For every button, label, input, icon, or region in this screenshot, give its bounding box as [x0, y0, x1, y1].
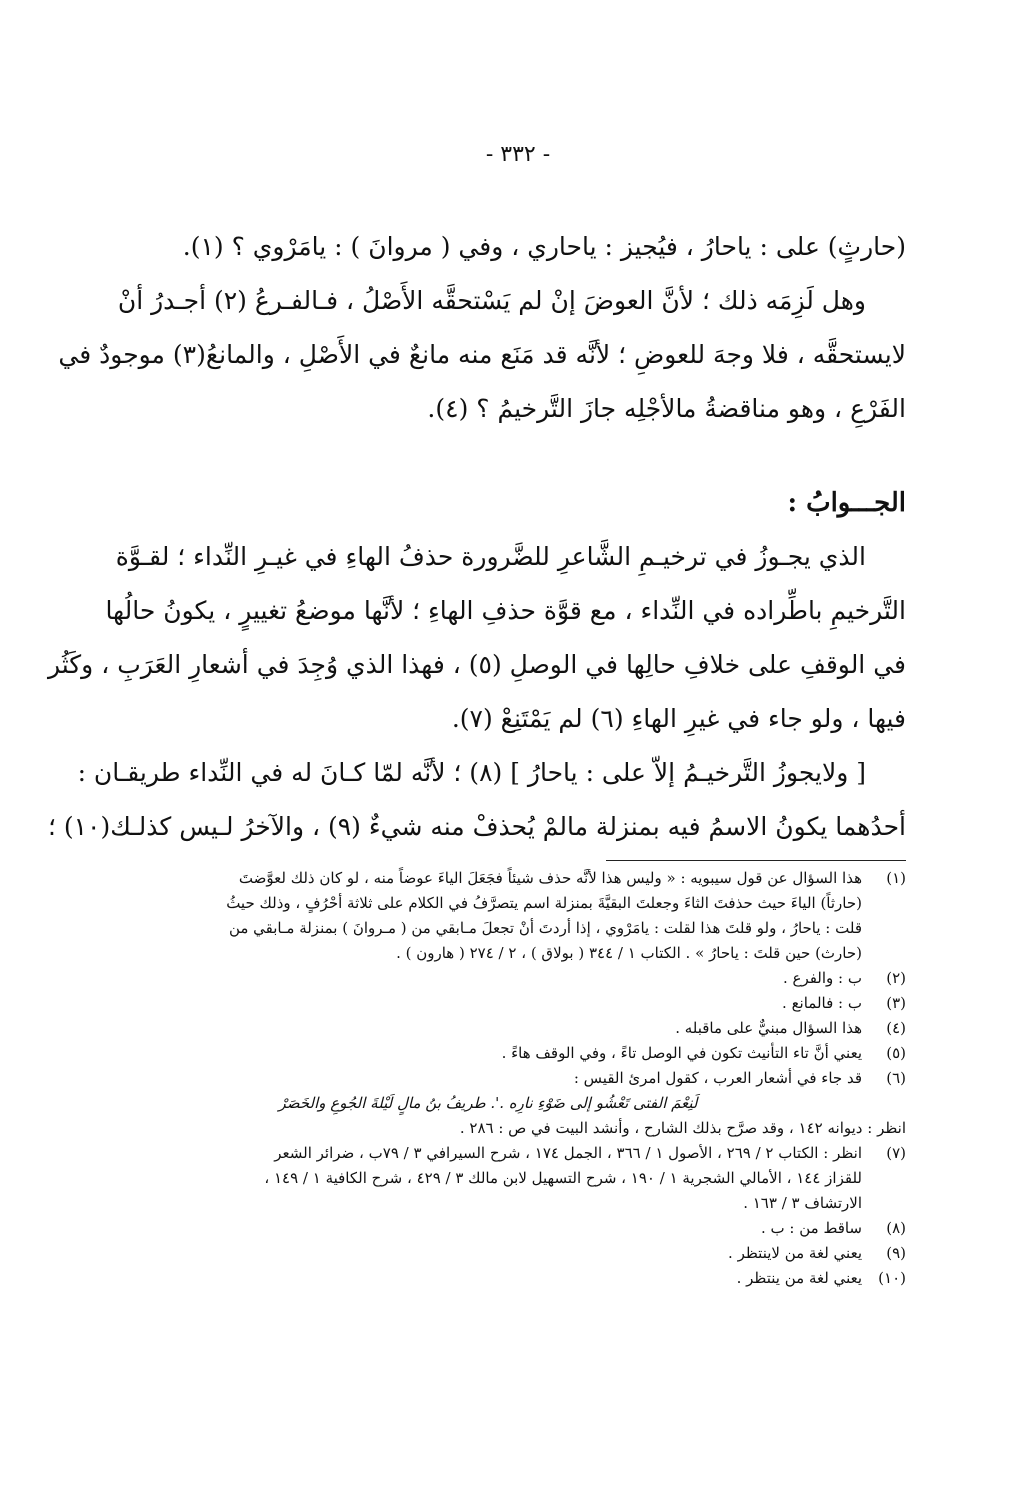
footnote-text: يعني أنَّ تاء التأنيث تكون في الوصل تاءً ، وفي الوقف هاءً .: [501, 1044, 862, 1062]
poetry-verse: لَنِعْمَ الفتى تَعْشُو إلى ضَوْءِ نارِه .'. طريفُ بنُ مالٍ لَيْلةَ الجُوعِ والخَصَرْ: [278, 1094, 698, 1112]
footnote-number: (١٠): [878, 1269, 906, 1287]
text-line: أحدُهما يكونُ الاسمُ فيه بمنزلة مالمْ يُحذفْ منه شيءٌ (٩) ، والآخرُ لـيس كذلـك(١٠) ؛: [47, 812, 906, 841]
footnote-text: يعني لغة من ينتظر .: [736, 1269, 862, 1287]
footnote-number: (٥): [886, 1044, 906, 1062]
footnote-text: الارتشاف ٣ / ١٦٣ .: [743, 1194, 862, 1212]
footnote-text: يعني لغة من لاينتظر .: [728, 1244, 862, 1262]
section-heading: الجـــوابُ :: [787, 488, 906, 518]
footnote-text: هذا السؤال عن قول سيبويه : « وليس هذا لأنَّه حذف شيئاً فجَعَلَ الياءَ عوضاً منه ، لو كان ذلك لعوَّضتَ: [238, 869, 862, 887]
footnote-number: (٤): [886, 1019, 906, 1037]
footnote-text: (حارثاً) الياءَ حيث حذفتَ الثاءَ وجعلتَ البقيَّةَ بمنزلة اسم يتصرَّفُ في الكلام على ثلاثة أحْرُفٍ ، وذلك حيثُ: [226, 894, 862, 912]
text-line: الذي يجـوزُ في ترخيـمِ الشَّاعرِ للضَّرورة حذفُ الهاءِ في غيـرِ النِّداء ؛ لقـوَّة: [115, 542, 866, 571]
footnote-text: قلت : ياحارُ ، ولو قلتَ هذا لقلت : يامَرْوي ، إذا أردتَ أنْ تجعلَ مـابقي من ( مـروانَ ) بمنزلة مـابقي من: [228, 919, 862, 937]
footnote: [130, 1041, 906, 1066]
footnote-number: (٧): [886, 1144, 906, 1162]
footnote-text: انظر : ديوانه ١٤٢ ، وقد صرَّح بذلك الشارح ، وأنشد البيت في ص : ٢٨٦ .: [459, 1119, 906, 1137]
footnote: [130, 1241, 906, 1266]
footnote: [130, 1216, 906, 1241]
footnote-number: (٣): [886, 994, 906, 1012]
footnote-text: ساقط من : ب .: [760, 1219, 862, 1237]
text-line: [ ولايجوزُ التَّرخيـمُ إلاّ على : ياحارُ ] (٨) ؛ لأنَّه لمّا كـانَ له في النِّداء طريقـان :: [77, 758, 866, 787]
footnote: [130, 991, 906, 1016]
page-number: - ٣٣٢ -: [485, 142, 551, 167]
text-line: وهل لَزِمَه ذلك ؛ لأنَّ العوضَ إنْ لم يَسْتحقَّه الأَصْلُ ، فـالفـرعُ (٢) أجـدرُ أنْ: [117, 286, 866, 315]
footnote: [130, 1266, 906, 1291]
footnote-number: (٦): [886, 1069, 906, 1087]
footnote-text: للقزاز ١٤٤ ، الأمالي الشجرية ١ / ١٩٠ ، شرح التسهيل لابن مالك ٣ / ٤٢٩ ، شرح الكافية ١ / ١٤٩ ،: [264, 1169, 862, 1187]
footnote-divider: [606, 860, 906, 861]
text-line: فيها ، ولو جاء في غيرِ الهاءِ (٦) لم يَمْتَنِعْ (٧).: [451, 704, 906, 733]
footnote-number: (١): [886, 869, 906, 887]
footnote-number: (٢): [886, 969, 906, 987]
paragraph-answer: [47, 530, 906, 854]
text-line: في الوقفِ على خلافِ حالِها في الوصلِ (٥) ، فهذا الذي وُجِدَ في أشعارِ العَرَبِ ، وكَثُر: [47, 650, 906, 679]
footnote-number: (٨): [886, 1219, 906, 1237]
footnote: [130, 1116, 906, 1141]
footnote-text: قد جاء في أشعار العرب ، كقول امرئ القيس :: [573, 1069, 862, 1087]
footnote-text: ب : والفرع .: [782, 969, 862, 987]
text-line: التَّرخيمِ باطِّراده في النِّداء ، مع قوَّة حذفِ الهاءِ ؛ لأنَّها موضعُ تغييرٍ ، يكونُ حالُها: [105, 596, 906, 625]
footnote: [130, 1016, 906, 1041]
footnote: [130, 1066, 906, 1091]
footnote-text: ب : فالمانع .: [782, 994, 862, 1012]
footnote-text: انظر : الكتاب ٢ / ٢٦٩ ، الأصول ١ / ٣٦٦ ، الجمل ١٧٤ ، شرح السيرافي ٣ / ٧٩ب ، ضرائر الشعر: [274, 1144, 862, 1162]
footnote-text: هذا السؤال مبنيٌّ على ماقبله .: [675, 1019, 862, 1037]
footnote-number: (٩): [886, 1244, 906, 1262]
footnote: [130, 966, 906, 991]
text-line: الفَرْعِ ، وهو مناقضةُ مالأجْلِه جازَ التَّرخيمُ ؟ (٤).: [427, 394, 906, 423]
paragraph-question: [58, 220, 906, 436]
footnote: [130, 866, 906, 966]
text-line: لايستحقَّه ، فلا وجهَ للعوضِ ؛ لأنَّه قد مَنَع منه مانعٌ في الأَصْلِ ، والمانعُ(٣) موجودٌ في: [58, 340, 906, 369]
footnote-text: (حارث) حين قلتَ : ياحارُ » . الكتاب ١ / ٣٤٤ ( بولاق ) ، ٢ / ٢٧٤ ( هارون ) .: [396, 944, 862, 962]
text-line: (حارثٍ) على : ياحارُ ، فيُجيز : ياحاري ، وفي ( مروانَ ) : يامَرْوي ؟ (١).: [182, 232, 906, 261]
footnote: [130, 1141, 906, 1216]
footnotes: [130, 866, 906, 1291]
